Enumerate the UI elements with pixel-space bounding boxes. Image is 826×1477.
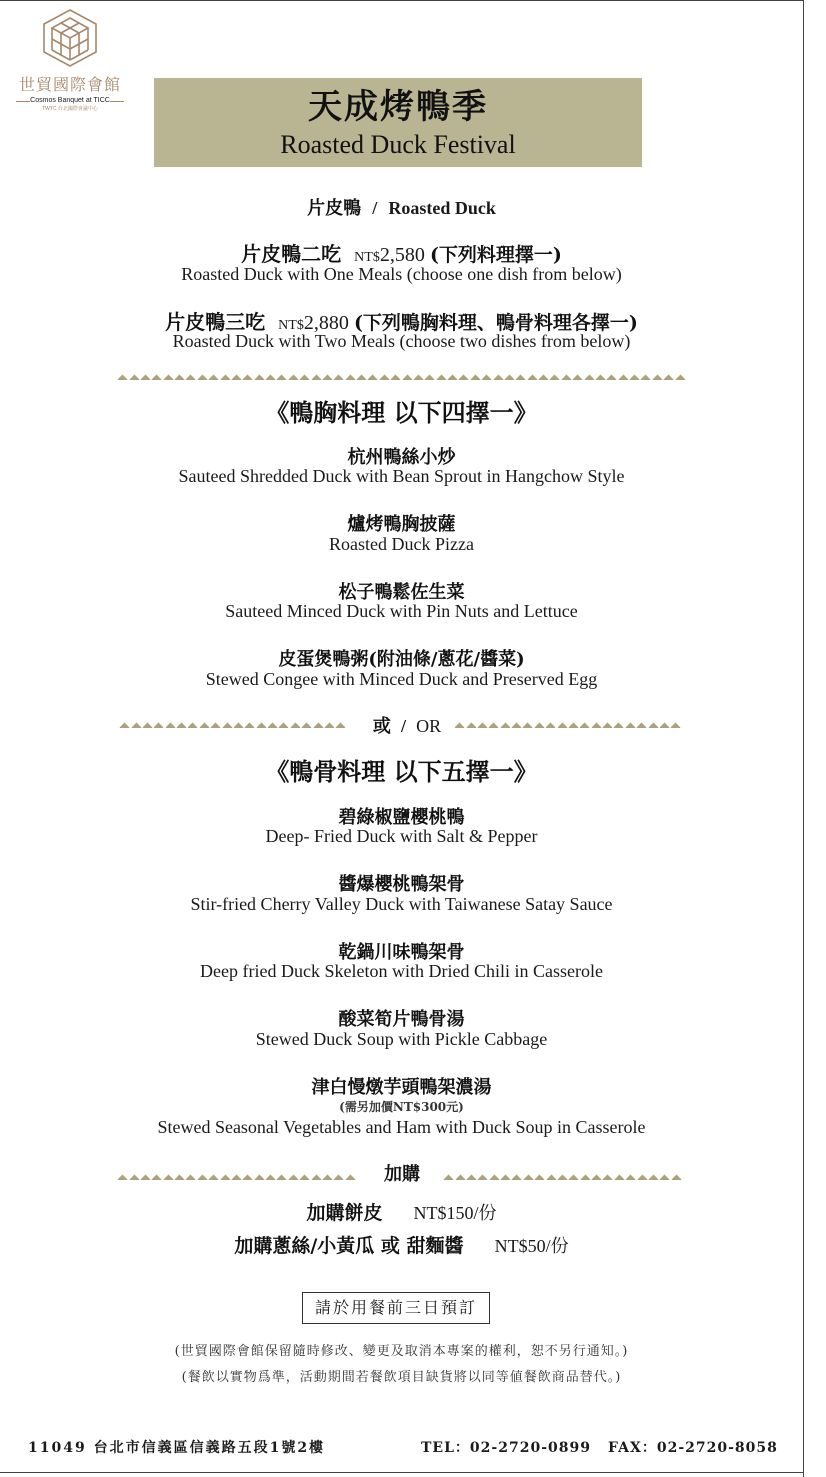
or-divider (362, 712, 452, 738)
diamond-ornament (466, 1175, 476, 1180)
diamond-ornament (243, 1175, 253, 1180)
diamond-ornament (336, 723, 346, 728)
diamond-ornament (357, 375, 367, 380)
diamond-ornament (516, 375, 526, 380)
diamond-ornament (220, 1175, 230, 1180)
diamond-ornament (455, 1175, 465, 1180)
dish-en: Stir-fried Cherry Valley Duck with Taiwanese Satay Sauce (190, 894, 613, 914)
diamond-ornament (165, 723, 175, 728)
diamond-ornament (300, 375, 310, 380)
footer-address: 11049 台北市信義區信義路五段1號2樓 (28, 1440, 326, 1456)
diamond-ornament (614, 723, 624, 728)
diamond-ornament (671, 723, 681, 728)
diamond-ornament (279, 723, 289, 728)
diamond-ornament (266, 375, 276, 380)
diamond-ornament (231, 375, 241, 380)
diamond-ornament (140, 375, 150, 380)
diamond-ornament (580, 1175, 590, 1180)
diamond-ornament (402, 375, 412, 380)
addon-item-name: 加購蔥絲/小黃瓜 或 甜麵醬 (234, 1235, 464, 1257)
diamond-ornament (625, 723, 635, 728)
diamond-ornament (334, 1175, 344, 1180)
diamond-ornament (501, 1175, 511, 1180)
diamond-ornament (277, 375, 287, 380)
diamond-ornament (186, 375, 196, 380)
dish-cn: 爐烤鴨胸披薩 (347, 514, 456, 535)
diamond-ornament (288, 1175, 298, 1180)
diamond-ornament (523, 723, 533, 728)
diamond-ornament (131, 723, 141, 728)
diamond-ornament (557, 723, 567, 728)
set-currency: NT$ (278, 318, 304, 333)
diamond-ornament (268, 723, 278, 728)
diamond-ornament (209, 1175, 219, 1180)
dish-en: Roasted Duck Pizza (329, 534, 474, 554)
diamond-ornament (584, 375, 594, 380)
diamond-ornament (591, 723, 601, 728)
set-name: 片皮鴨三吃 (165, 310, 266, 334)
right-border (803, 0, 804, 1477)
diamond-ornament (630, 375, 640, 380)
diamond-ornament (512, 1175, 522, 1180)
diamond-ornament (345, 375, 355, 380)
diamond-ornament (595, 375, 605, 380)
diamond-ornament (618, 375, 628, 380)
logo (14, 8, 126, 112)
addon-item-price: NT$50/份 (494, 1236, 569, 1256)
diamond-ornament (254, 375, 264, 380)
diamond-ornament (534, 723, 544, 728)
set-price: 2,580 (379, 244, 425, 266)
dish-cn: 碧綠椒鹽櫻桃鴨 (338, 807, 465, 828)
diamond-ornament (233, 723, 243, 728)
diamond-ornament (129, 375, 139, 380)
diamond-ornament (209, 375, 219, 380)
addon-item-price: NT$150/份 (413, 1203, 497, 1223)
dish-cn: 酸菜筍片鴨骨湯 (338, 1009, 465, 1030)
diamond-ornament (470, 375, 480, 380)
set-note: (下列料理擇一) (429, 244, 562, 266)
diamond-ornament (607, 375, 617, 380)
diamond-ornament (163, 1175, 173, 1180)
diamond-ornament (637, 723, 647, 728)
addon-item (0, 1198, 803, 1225)
set-price: 2,880 (303, 312, 349, 334)
diamond-ornament (637, 1175, 647, 1180)
dish-en: Deep fried Duck Skeleton with Dried Chili in Casserole (200, 961, 603, 981)
dish-en: Stewed Duck Soup with Pickle Cabbage (255, 1029, 548, 1049)
diamond-ornament (489, 1175, 499, 1180)
diamond-ornament (436, 375, 446, 380)
addon-item (0, 1231, 803, 1258)
diamond-ornament (512, 723, 522, 728)
diamond-ornament (129, 1175, 139, 1180)
diamond-ornament (539, 375, 549, 380)
diamond-ornament (245, 723, 255, 728)
diamond-ornament (489, 723, 499, 728)
diamond-ornament (504, 375, 514, 380)
diamond-ornament (444, 1175, 454, 1180)
diamond-ornament (580, 723, 590, 728)
or-sep: / (400, 716, 406, 736)
diamond-ornament (220, 375, 230, 380)
diamond-ornament (311, 375, 321, 380)
cube-logo-icon (41, 8, 99, 68)
page-title-en: Roasted Duck Festival (280, 130, 516, 159)
page-title-cn: 天成烤鴨季 (308, 87, 488, 127)
diamond-ornament (313, 723, 323, 728)
diamond-ornament (523, 1175, 533, 1180)
diamond-ornament (466, 723, 476, 728)
diamond-ornament (231, 1175, 241, 1180)
diamond-ornament (324, 723, 334, 728)
diamond-divider (117, 1168, 367, 1180)
diamond-ornament (546, 1175, 556, 1180)
dish-cn: 松子鴨鬆佐生菜 (338, 582, 465, 603)
dish-en: Deep- Fried Duck with Salt & Pepper (265, 826, 538, 846)
footer-fax: FAX：02-2720-8058 (608, 1440, 778, 1456)
breast-section-title: 《鴨胸料理 以下四擇一》 (265, 398, 538, 427)
diamond-ornament (603, 723, 613, 728)
diamond-ornament (557, 1175, 567, 1180)
diamond-ornament (152, 1175, 162, 1180)
diamond-ornament (425, 375, 435, 380)
diamond-ornament (300, 1175, 310, 1180)
diamond-ornament (154, 723, 164, 728)
diamond-ornament (186, 1175, 196, 1180)
diamond-ornament (288, 375, 298, 380)
footer-tel: TEL：02-2720-0899 (421, 1440, 591, 1456)
dish-en: Stewed Congee with Minced Duck and Preserved Egg (205, 669, 598, 689)
heading-en: Roasted Duck (388, 198, 496, 218)
diamond-ornament (290, 723, 300, 728)
diamond-divider (119, 716, 357, 728)
set-currency: NT$ (354, 250, 380, 265)
diamond-ornament (659, 723, 669, 728)
addon-item-name: 加購餅皮 (306, 1202, 383, 1224)
diamond-ornament (648, 723, 658, 728)
diamond-ornament (477, 723, 487, 728)
dish-cn: 乾鍋川味鴨架骨 (338, 942, 465, 963)
diamond-divider (117, 368, 689, 380)
addon-title: 加購 (384, 1164, 420, 1185)
logo-name-en: Cosmos Banquet at TICC (14, 97, 126, 104)
diamond-ornament (345, 1175, 355, 1180)
diamond-ornament (379, 375, 389, 380)
diamond-ornament (277, 1175, 287, 1180)
diamond-ornament (256, 723, 266, 728)
diamond-ornament (478, 1175, 488, 1180)
diamond-ornament (175, 1175, 185, 1180)
diamond-ornament (322, 375, 332, 380)
diamond-ornament (648, 1175, 658, 1180)
diamond-ornament (652, 375, 662, 380)
diamond-ornament (500, 723, 510, 728)
diamond-divider (454, 716, 692, 728)
diamond-ornament (140, 1175, 150, 1180)
bottom-border (0, 1472, 803, 1473)
dish-en: Sauteed Shredded Duck with Bean Sprout in Hangchow Style (178, 466, 625, 486)
dish-cn: 杭州鴨絲小炒 (347, 447, 456, 468)
diamond-ornament (546, 723, 556, 728)
top-border (0, 0, 803, 1)
diamond-ornament (413, 375, 423, 380)
diamond-ornament (391, 375, 401, 380)
diamond-ornament (211, 723, 221, 728)
diamond-ornament (568, 723, 578, 728)
set-desc-en: Roasted Duck with One Meals (choose one dish from below) (181, 264, 622, 284)
diamond-ornament (448, 375, 458, 380)
diamond-ornament (482, 375, 492, 380)
dish-cn: 醬爆櫻桃鴨架骨 (338, 874, 465, 895)
dish-en: Stewed Seasonal Vegetables and Ham with Duck Soup in Casserole (157, 1117, 646, 1137)
disclaimer: (餐飲以實物爲準，活動期間若餐飲項目缺貨將以同等値餐飲商品替代。) (181, 1370, 622, 1385)
disclaimer: (世貿國際會館保留隨時修改、變更及取消本專案的權利，恕不另行通知。) (174, 1344, 629, 1359)
dish-cn: 津白慢燉芋頭鴨架濃湯 (311, 1077, 492, 1098)
diamond-ornament (311, 1175, 321, 1180)
diamond-ornament (626, 1175, 636, 1180)
logo-name-cn: 世貿國際會館 (18, 75, 121, 94)
diamond-ornament (254, 1175, 264, 1180)
diamond-ornament (660, 1175, 670, 1180)
diamond-ornament (152, 375, 162, 380)
diamond-ornament (603, 1175, 613, 1180)
diamond-ornament (118, 375, 128, 380)
diamond-ornament (592, 1175, 602, 1180)
diamond-ornament (527, 375, 537, 380)
title-banner (154, 78, 642, 167)
set-two-course (0, 238, 803, 267)
set-name: 片皮鴨二吃 (241, 242, 342, 266)
diamond-ornament (550, 375, 560, 380)
reservation-notice: 請於用餐前三日預訂 (302, 1292, 490, 1324)
bone-section-title: 《鴨骨料理 以下五擇一》 (265, 757, 538, 786)
diamond-ornament (199, 723, 209, 728)
diamond-ornament (459, 375, 469, 380)
diamond-ornament (175, 375, 185, 380)
diamond-divider (443, 1168, 693, 1180)
diamond-ornament (368, 375, 378, 380)
diamond-ornament (493, 375, 503, 380)
diamond-ornament (664, 375, 674, 380)
diamond-ornament (334, 375, 344, 380)
or-cn: 或 (372, 716, 391, 737)
diamond-ornament (120, 723, 130, 728)
set-note: (下列鴨胸料理、鴨骨料理各擇一) (353, 312, 638, 334)
or-en: OR (416, 716, 442, 736)
diamond-ornament (118, 1175, 128, 1180)
diamond-ornament (671, 1175, 681, 1180)
heading-sep: / (372, 198, 378, 218)
diamond-ornament (177, 723, 187, 728)
dish-surcharge-note: (需另加價NT$300元) (339, 1100, 464, 1114)
diamond-ornament (188, 723, 198, 728)
diamond-ornament (455, 723, 465, 728)
diamond-ornament (535, 1175, 545, 1180)
dish-cn: 皮蛋煲鴨粥(附油條/蔥花/醬菜) (278, 649, 525, 670)
logo-tagline: TWTC 台北國際會議中心 (42, 106, 98, 112)
diamond-ornament (614, 1175, 624, 1180)
roasted-duck-heading (0, 194, 803, 220)
diamond-ornament (197, 375, 207, 380)
diamond-ornament (222, 723, 232, 728)
dish-en: Sauteed Minced Duck with Pin Nuts and Lettuce (225, 601, 578, 621)
set-desc-en: Roasted Duck with Two Meals (choose two dishes from below) (172, 331, 631, 351)
diamond-ornament (569, 1175, 579, 1180)
diamond-ornament (266, 1175, 276, 1180)
diamond-ornament (142, 723, 152, 728)
diamond-ornament (197, 1175, 207, 1180)
diamond-ornament (322, 1175, 332, 1180)
diamond-ornament (561, 375, 571, 380)
diamond-ornament (573, 375, 583, 380)
diamond-ornament (675, 375, 685, 380)
diamond-ornament (163, 375, 173, 380)
heading-cn: 片皮鴨 (307, 198, 362, 219)
diamond-ornament (243, 375, 253, 380)
diamond-ornament (302, 723, 312, 728)
diamond-ornament (641, 375, 651, 380)
